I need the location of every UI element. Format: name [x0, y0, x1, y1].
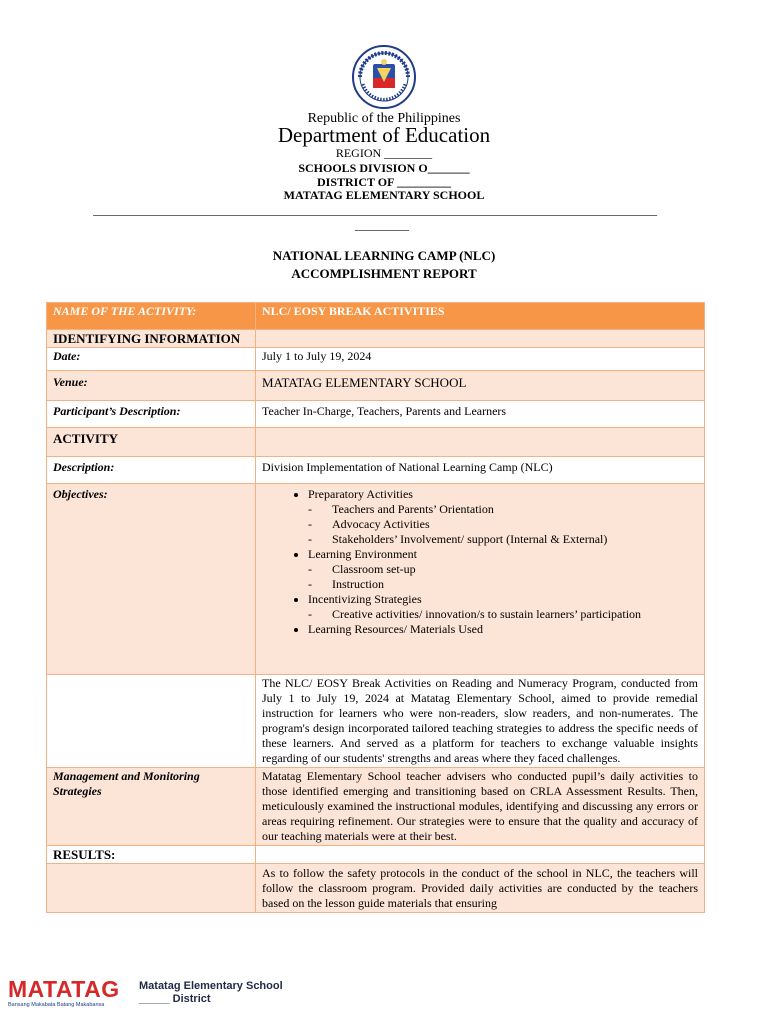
table-row-results-text [47, 864, 705, 913]
school-name-line: MATATAG ELEMENTARY SCHOOL [283, 188, 485, 202]
footer-district: _____ District [139, 993, 211, 1005]
list-item: - Stakeholders’ Involvement/ support (Internal & External) [308, 532, 698, 547]
list-item: • Learning Environment - Classroom set-up - Instruction [308, 547, 698, 592]
list-item: - Advocacy Activities [308, 517, 698, 532]
objectives-value [256, 484, 705, 675]
results-label: RESULTS: [47, 846, 256, 864]
report-table [46, 302, 705, 913]
table-row-results [47, 846, 705, 864]
region-line: REGION ________ [335, 146, 433, 160]
activity-section-label: ACTIVITY [47, 428, 256, 457]
table-row-activity-section [47, 428, 705, 457]
date-value: July 1 to July 19, 2024 [256, 348, 705, 371]
republic-text: Republic of the Philippines [307, 111, 461, 126]
venue-value: MATATAG ELEMENTARY SCHOOL [256, 371, 705, 401]
description-label: Description: [47, 457, 256, 484]
header-rule-short: _________ [355, 218, 409, 232]
table-row-date [47, 348, 705, 371]
footer-school-name: Matatag Elementary School [139, 980, 283, 992]
table-row-description [47, 457, 705, 484]
schools-division-line: SCHOOLS DIVISION O_______ [298, 161, 470, 175]
participant-label: Participant’s Description: [47, 401, 256, 428]
deped-seal-icon [347, 44, 421, 110]
activity-label: NAME OF THE ACTIVITY: [47, 303, 256, 330]
objectives-label: Objectives: [47, 484, 256, 675]
table-row-summary [47, 675, 705, 768]
footer-school-info [139, 980, 283, 1006]
participant-value: Teacher In-Charge, Teachers, Parents and Learners [256, 401, 705, 428]
list-item: • Learning Resources/ Materials Used [308, 622, 698, 637]
date-label: Date: [47, 348, 256, 371]
summary-paragraph: The NLC/ EOSY Break Activities on Reading and Numeracy Program, conducted from July 1 to July 19, 2024 at Matatag Elementary School, aimed to provide remedial instruction for learners who were non-readers, slow readers, and non-numerates. The program's design incorporated tailored teaching strategies to address the specific needs of these learners. And served as a platform for teachers to exchange valuable insights regarding of our students' strengths and areas where they faced challenges. [256, 675, 705, 768]
report-subtitle: ACCOMPLISHMENT REPORT [291, 266, 477, 281]
list-item: - Classroom set-up [308, 562, 698, 577]
table-row-venue [47, 371, 705, 401]
list-item: - Teachers and Parents’ Orientation [308, 502, 698, 517]
list-item: • Preparatory Activities - Teachers and Parents’ Orientation - Advocacy Activities - Stakeholders’ Involvement/ support (Internal & External) [308, 487, 698, 547]
table-row-activity-name [47, 303, 705, 330]
header-rule: ______________________________________________________________________________________________ [93, 204, 657, 216]
identifying-value [256, 330, 705, 348]
activity-section-value [256, 428, 705, 457]
matatag-logo-tagline: Bansang Makabata Batang Makabansa [8, 1002, 105, 1008]
matatag-logo-word: MATATAG [8, 976, 120, 1002]
department-title: Department of Education [277, 123, 491, 147]
objectives-list [262, 487, 698, 637]
district-line: DISTRICT OF _________ [316, 175, 452, 189]
management-label: Management and Monitoring Strategies [47, 768, 256, 846]
list-item: • Incentivizing Strategies - Creative activities/ innovation/s to sustain learners’ participation [308, 592, 698, 622]
summary-label [47, 675, 256, 768]
activity-value: NLC/ EOSY BREAK ACTIVITIES [256, 303, 705, 330]
table-row-management [47, 768, 705, 846]
table-row-objectives [47, 484, 705, 675]
results-text-label [47, 864, 256, 913]
list-item: - Creative activities/ innovation/s to sustain learners’ participation [308, 607, 698, 622]
results-header-value [256, 846, 705, 864]
results-value: As to follow the safety protocols in the conduct of the school in NLC, the teachers will follow the classroom program. Provided daily activities are conducted by the teachers based on the lesson guide materials that ensuring [256, 864, 705, 913]
table-row-participants [47, 401, 705, 428]
identifying-label: IDENTIFYING INFORMATION [47, 330, 256, 348]
table-row-identifying [47, 330, 705, 348]
description-value: Division Implementation of National Learning Camp (NLC) [256, 457, 705, 484]
report-title: NATIONAL LEARNING CAMP (NLC) [272, 248, 496, 263]
management-value: Matatag Elementary School teacher advisers who conducted pupil’s daily activities to those identified emerging and transitioning based on CRLA Assessment Results. Then, meticulously examined the instructional modules, identifying and discussing any errors or areas requiring refinement. Our strategies were to ensure that the quality and accuracy of our teaching materials were at their best. [256, 768, 705, 846]
venue-label: Venue: [47, 371, 256, 401]
matatag-logo [8, 978, 120, 1008]
list-item: - Instruction [308, 577, 698, 592]
